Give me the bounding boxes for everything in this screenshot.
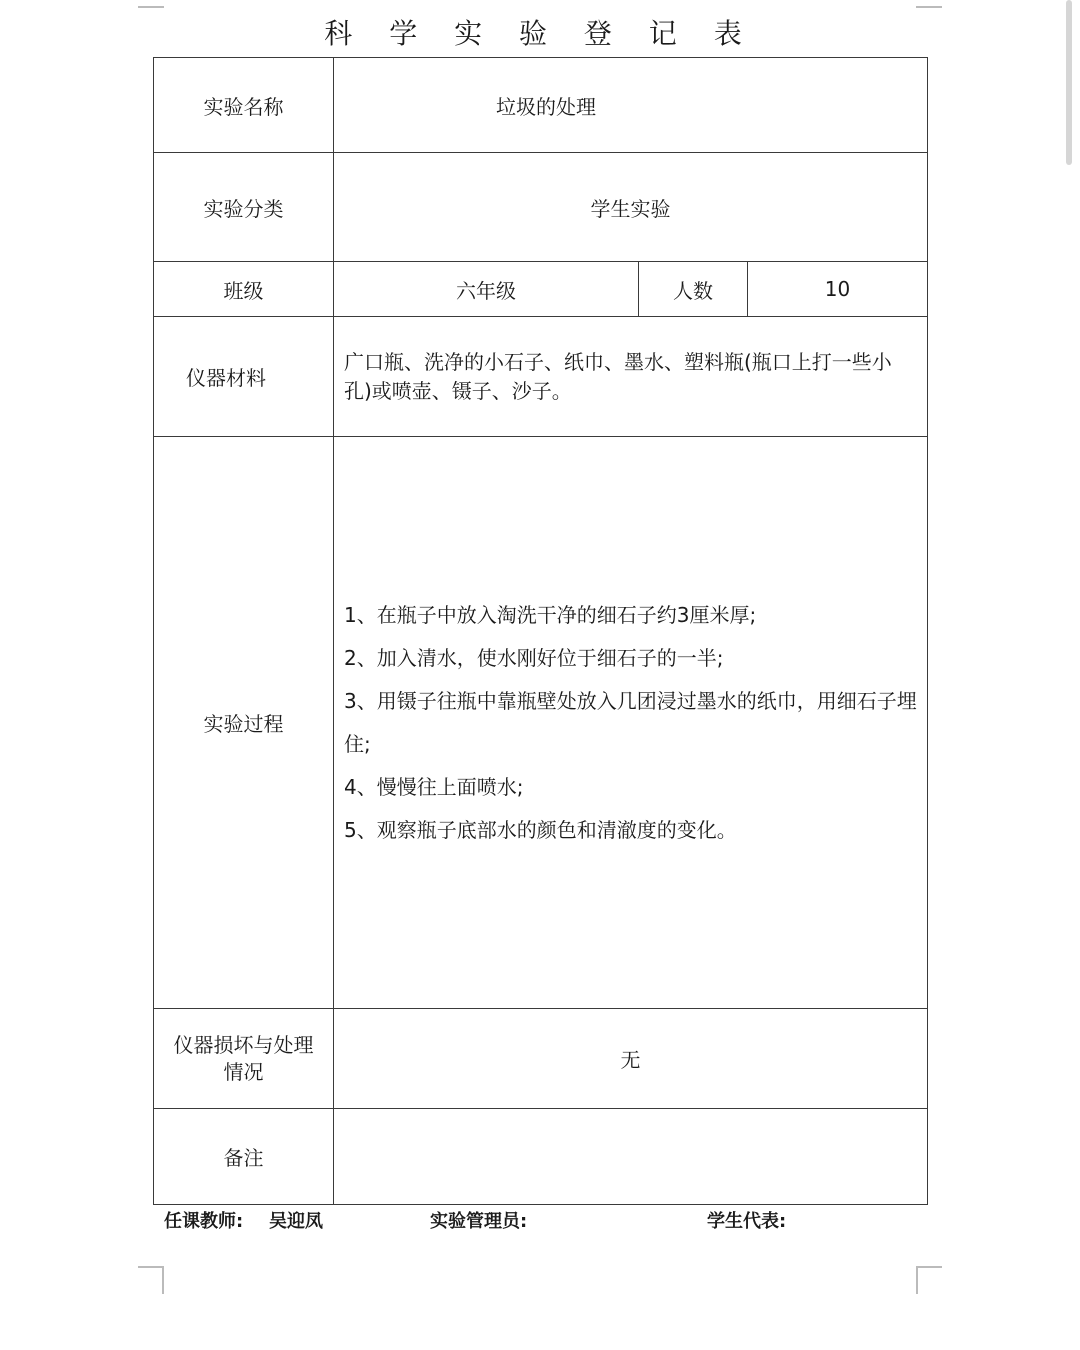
value-remarks	[334, 1109, 928, 1205]
table-row-remarks	[154, 1109, 928, 1205]
table-row-damage	[154, 1009, 928, 1109]
label-remarks: 备注	[154, 1109, 334, 1205]
table-row-category	[154, 153, 928, 262]
value-experiment-category: 学生实验	[334, 153, 928, 262]
table-row-class	[154, 262, 928, 317]
label-materials-cell	[154, 317, 334, 437]
value-student-count: 10	[748, 262, 928, 317]
teacher-label: 任课教师:	[164, 1211, 244, 1232]
label-process: 实验过程	[154, 437, 334, 1009]
label-experiment-name: 实验名称	[154, 58, 334, 153]
teacher-name: 吴迎凤	[269, 1211, 323, 1232]
table-row-process	[154, 437, 928, 1009]
label-experiment-category: 实验分类	[154, 153, 334, 262]
label-damage-line2: 情况	[223, 1059, 264, 1084]
label-class: 班级	[154, 262, 334, 317]
page-title: 科 学 实 验 登 记 表	[324, 17, 756, 50]
student-rep-label: 学生代表:	[707, 1211, 787, 1232]
value-class: 六年级	[334, 262, 639, 317]
experiment-name-text: 垃圾的处理	[496, 94, 596, 119]
process-step: 5、观察瓶子底部水的颜色和清澈度的变化。	[344, 817, 737, 842]
table-row-materials	[154, 317, 928, 437]
process-step: 2、加入清水，使水刚好位于细石子的一半;	[344, 645, 724, 670]
process-step: 1、在瓶子中放入淘洗干净的细石子约3厘米厚;	[344, 602, 757, 627]
experiment-register-table	[153, 57, 928, 1205]
page-corner-mark	[138, 0, 164, 8]
label-student-count: 人数	[639, 262, 748, 317]
process-step: 3、用镊子往瓶中靠瓶壁处放入几团浸过墨水的纸巾，用细石子埋住;	[344, 688, 917, 756]
label-damage	[154, 1009, 334, 1109]
value-materials: 广口瓶、洗净的小石子、纸巾、墨水、塑料瓶(瓶口上打一些小孔)或喷壶、镊子、沙子。	[334, 317, 928, 437]
label-damage-line1: 仪器损坏与处理	[173, 1032, 314, 1057]
table-row-name	[154, 58, 928, 153]
page-corner-mark	[916, 0, 942, 8]
page-corner-mark	[916, 1266, 942, 1294]
value-experiment-name	[334, 58, 928, 153]
value-damage: 无	[334, 1009, 928, 1109]
value-process	[334, 437, 928, 1009]
signature-footer	[164, 1207, 924, 1233]
page-corner-mark	[138, 1266, 164, 1294]
process-step: 4、慢慢往上面喷水;	[344, 774, 524, 799]
label-materials: 仪器材料	[186, 366, 266, 390]
admin-label: 实验管理员:	[430, 1211, 528, 1232]
